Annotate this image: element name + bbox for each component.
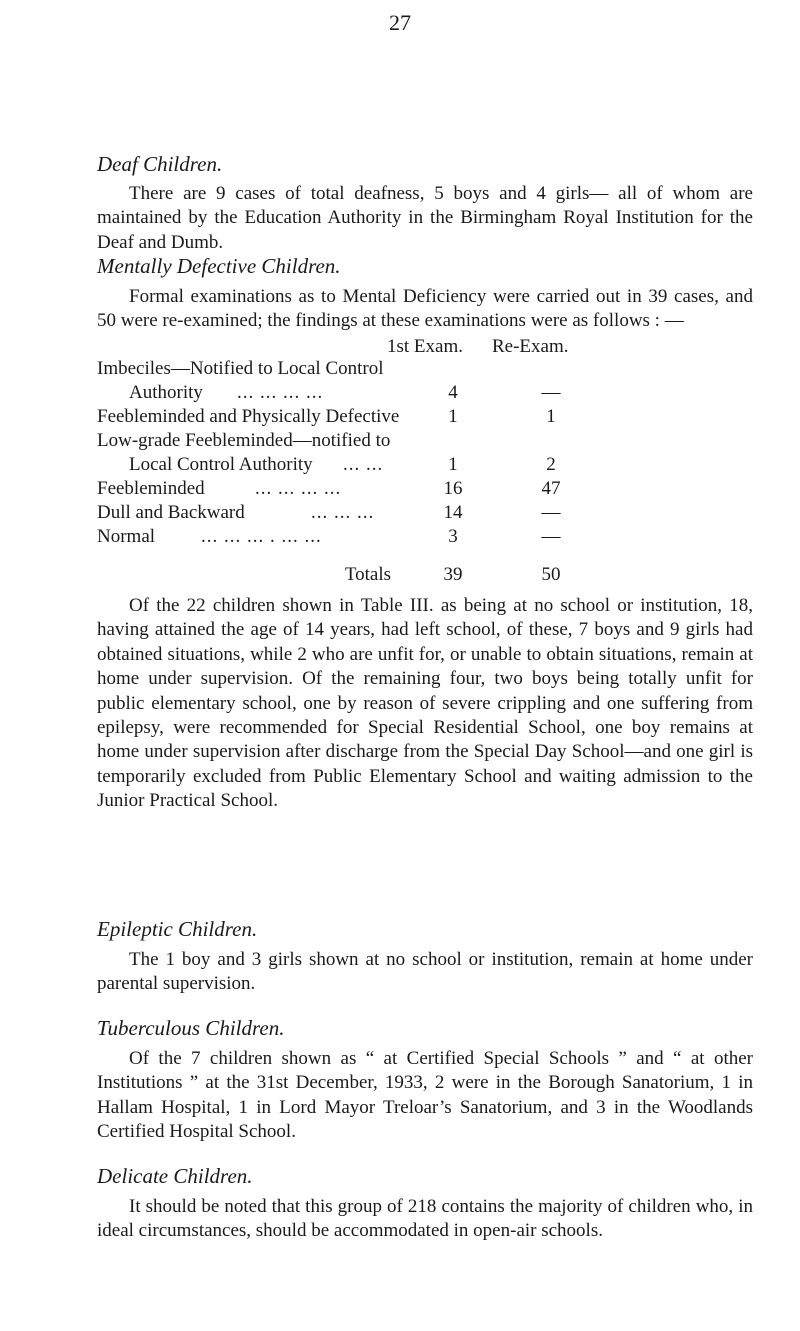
heading-mentally-defective: Mentally Defective Children. [97,254,341,278]
table-totals-row [97,564,760,588]
col-header-first-exam: 1st Exam. [387,336,463,357]
row-label: Feebleminded and Physically Defective [97,406,400,427]
row-label: Dull and Backward [97,502,245,523]
cell-first-exam: 1 [448,406,458,427]
row-label: Low-grade Feebleminded—notified to [97,430,391,451]
col-header-re-exam: Re-Exam. [492,336,569,357]
totals-re-exam: 50 [541,564,561,585]
row-label: Authority [129,382,203,403]
heading-deaf-children: Deaf Children. [97,152,223,176]
leader-dots: ... ... ... ... [255,478,342,499]
paragraph-tuberculous-children: Of the 7 children shown as “ at Certified Special Schools ” and “ at other Institutions ” at the 31st December, 1933, 2 were in the Borough Sanatorium, 1 in Hallam Hospital, 1 in Lord Mayor Treloar’s Sanatorium, and 3 in the Woodlands Certified Hospital School. [97,1048,753,1143]
row-label: Local Control Authority [129,454,313,475]
paragraph-mental-examinations: Formal examinations as to Mental Deficiency were carried out in 39 cases, and 50 were re-examined; the findings at these examinations were as follows : — [97,286,753,332]
cell-re-exam: 47 [541,478,561,499]
paragraph-epileptic-children: The 1 boy and 3 girls shown at no school or institution, remain at home under parental supervision. [97,949,753,995]
table-row [97,406,760,430]
heading-epileptic-children: Epileptic Children. [97,917,258,941]
leader-dots: ... ... ... ... [237,382,324,403]
leader-dots: ... ... ... . ... ... [201,526,322,547]
table-row [97,430,760,454]
table-row [97,502,760,526]
paragraph-delicate-children: It should be noted that this group of 218 contains the majority of children who, in ideal circumstances, should be accommodated in open-air schools. [97,1196,753,1242]
leader-dots: ... ... [343,454,384,475]
cell-re-exam: — [541,382,561,403]
row-label: Normal [97,526,156,547]
table-row [97,454,760,478]
row-label: Feebleminded [97,478,205,499]
cell-re-exam: 1 [546,406,556,427]
cell-re-exam: — [541,526,561,547]
heading-tuberculous-children: Tuberculous Children. [97,1016,285,1040]
cell-first-exam: 16 [443,478,463,499]
row-label: Imbeciles—Notified to Local Control [97,358,384,379]
paragraph-deaf-children: There are 9 cases of total deafness, 5 boys and 4 girls— all of whom are maintained by the Education Authority in the Birmingham Royal Institution for the Deaf and Dumb. [97,183,753,253]
table-row [97,526,760,550]
totals-label: Totals [344,564,391,585]
page-number: 27 [389,10,411,35]
cell-re-exam: — [541,502,561,523]
table-row [97,478,760,502]
table-row [97,382,760,406]
cell-first-exam: 3 [448,526,458,547]
totals-first-exam: 39 [443,564,463,585]
table-row [97,358,760,382]
cell-re-exam: 2 [546,454,556,475]
cell-first-exam: 1 [448,454,458,475]
table-header-row [97,336,760,360]
cell-first-exam: 14 [443,502,463,523]
leader-dots: ... ... ... [311,502,375,523]
heading-delicate-children: Delicate Children. [97,1164,253,1188]
paragraph-no-school-children: Of the 22 children shown in Table III. as being at no school or institution, 18, having attained the age of 14 years, had left school, of these, 7 boys and 9 girls had obtained situations, while 2 who are unfit for, or unable to obtain situations, remain at home under supervision. Of the remaining four, two boys being totally unfit for public elementary school, one by reason of severe crippling and one suffering from epilepsy, were recommended for Special Residential School, one boy remains at home under supervision after discharge from the Special Day School—and one girl is temporarily excluded from Public Elementary School and waiting admission to the Junior Practical School. [97,595,753,812]
cell-first-exam: 4 [448,382,458,403]
